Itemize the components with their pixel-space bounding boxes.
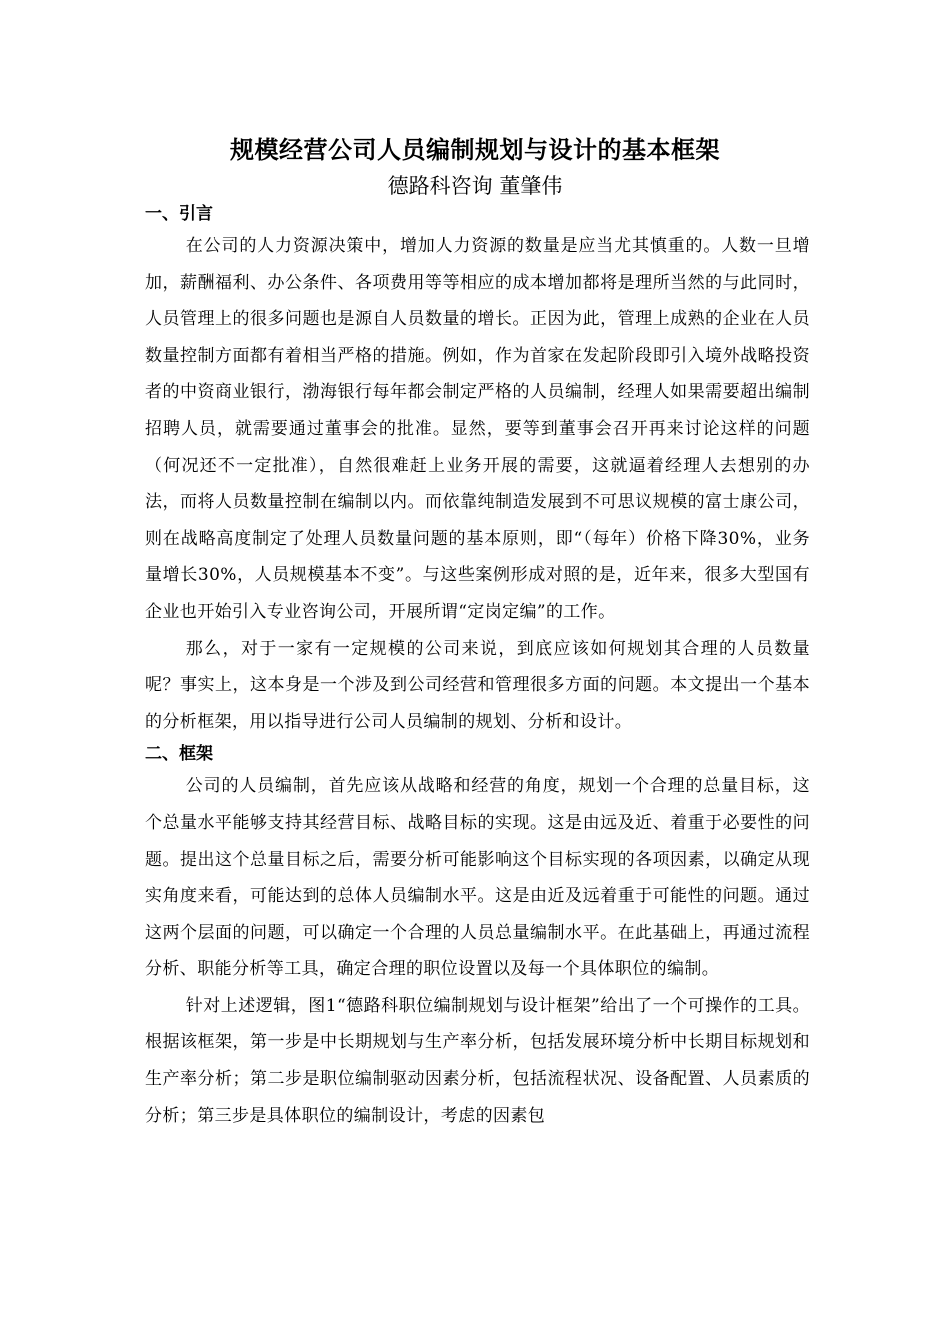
paragraph: 那么，对于一家有一定规模的公司来说，到底应该如何规划其合理的人员数量呢？事实上，这本身是一个涉及到公司经营和管理很多方面的问题。本文提出一个基本的分析框架，用以指导进行公司人员编制的规划、分析和设计。 bbox=[145, 638, 810, 732]
paragraph: 公司的人员编制，首先应该从战略和经营的角度，规划一个合理的总量目标，这个总量水平能够支持其经营目标、战略目标的实现。这是由远及近、着重于必要性的问题。提出这个总量目标之后，需要分析可能影响这个目标实现的各项因素，以确定从现实角度来看，可能达到的总体人员编制水平。这是由近及远着重于可能性的问题。通过这两个层面的问题，可以确定一个合理的人员总量编制水平。在此基础上，再通过流程分析、职能分析等工具，确定合理的职位设置以及每一个具体职位的编制。 bbox=[145, 776, 810, 980]
document-body bbox=[145, 200, 810, 1134]
document-title: 规模经营公司人员编制规划与设计的基本框架 bbox=[230, 135, 720, 164]
paragraph: 针对上述逻辑，图1“德路科职位编制规划与设计框架”给出了一个可操作的工具。根据该框架，第一步是中长期规划与生产率分析，包括发展环境分析中长期目标规划和生产率分析；第二步是职位编制驱动因素分析，包括流程状况、设备配置、人员素质的分析；第三步是具体职位的编制设计，考虑的因素包 bbox=[145, 995, 810, 1126]
section-heading-introduction: 一、引言 bbox=[145, 204, 213, 224]
paragraph: 在公司的人力资源决策中，增加人力资源的数量是应当尤其慎重的。人数一旦增加，薪酬福利、办公条件、各项费用等等相应的成本增加都将是理所当然的与此同时，人员管理上的很多问题也是源自人员数量的增长。正因为此，管理上成熟的企业在人员数量控制方面都有着相当严格的措施。例如，作为首家在发起阶段即引入境外战略投资者的中资商业银行，渤海银行每年都会制定严格的人员编制，经理人如果需要超出编制招聘人员，就需要通过董事会的批准。显然，要等到董事会召开再来讨论这样的问题（何况还不一定批准），自然很难赶上业务开展的需要，这就逼着经理人去想别的办法，而将人员数量控制在编制以内。而依靠纯制造发展到不可思议规模的富士康公司，则在战略高度制定了处理人员数量问题的基本原则，即“（每年）价格下降30%，业务量增长30%，人员规模基本不变”。与这些案例形成对照的是，近年来，很多大型国有企业也开始引入专业咨询公司，开展所谓“定岗定编”的工作。 bbox=[145, 236, 810, 622]
section-heading-framework: 二、框架 bbox=[145, 744, 213, 765]
document-author: 德路科咨询 董肇伟 bbox=[387, 174, 563, 198]
